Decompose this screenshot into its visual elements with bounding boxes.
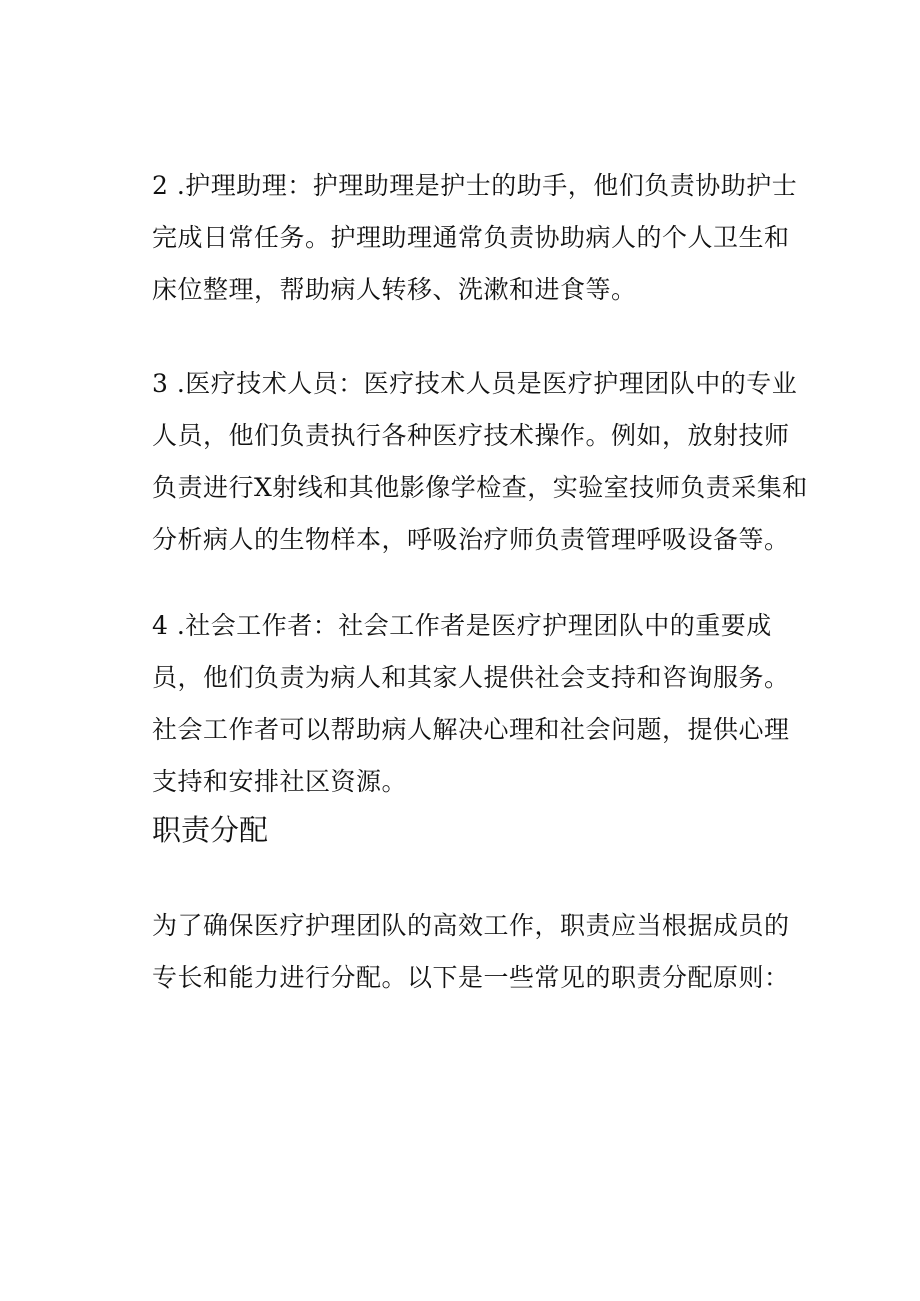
paragraph-duty-allocation-intro xyxy=(152,900,812,1004)
paragraph-text: 3 .医疗技术人员：医疗技术人员是医疗护理团队中的专业人员，他们负责执行各种医疗技术操作。例如，放射技师负责进行X射线和其他影像学检查，实验室技师负责采集和分析病人的生物样本，呼吸治疗师负责管理呼吸设备等。 xyxy=(152,369,808,554)
section-heading: 职责分配 xyxy=(152,813,269,847)
paragraph-text: 4 .社会工作者：社会工作者是医疗护理团队中的重要成员，他们负责为病人和其家人提供社会支持和咨询服务。社会工作者可以帮助病人解决心理和社会问题，提供心理支持和安排社区资源。 xyxy=(152,611,790,796)
paragraph-social-workers xyxy=(152,600,812,808)
paragraph-text: 为了确保医疗护理团队的高效工作，职责应当根据成员的专长和能力进行分配。以下是一些常见的职责分配原则： xyxy=(152,911,790,992)
paragraph-text: 2 .护理助理：护理助理是护士的助手，他们负责协助护士完成日常任务。护理助理通常负责协助病人的个人卫生和床位整理，帮助病人转移、洗漱和进食等。 xyxy=(152,171,798,304)
paragraph-nursing-assistant xyxy=(152,160,812,316)
paragraph-medical-technicians xyxy=(152,358,812,566)
